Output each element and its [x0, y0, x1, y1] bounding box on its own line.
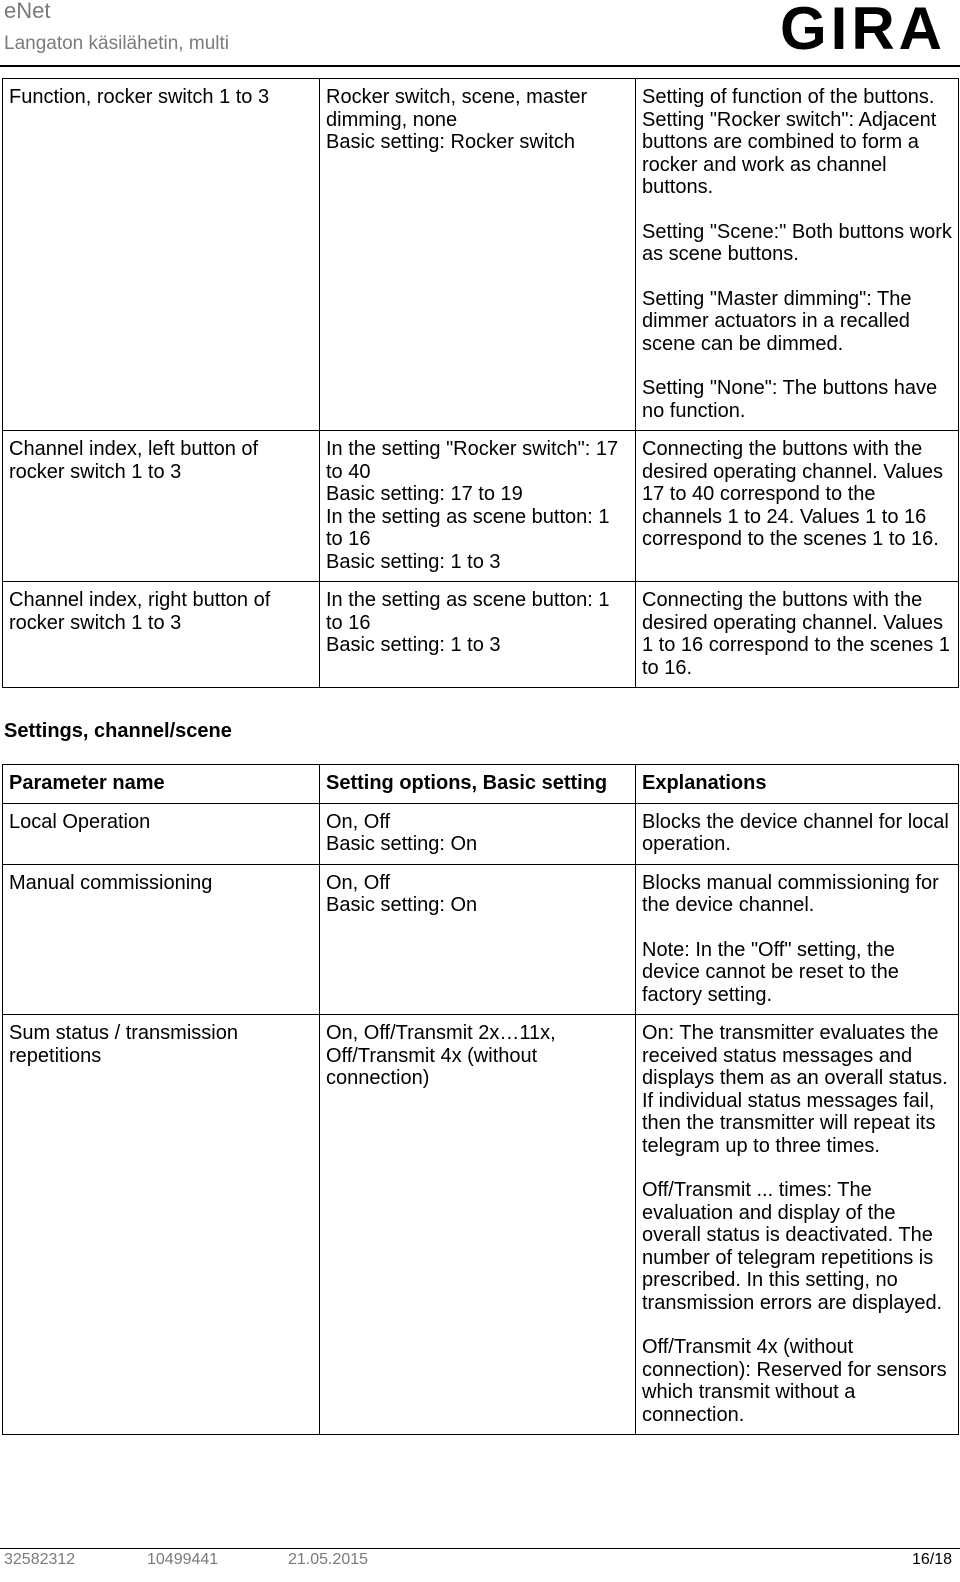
explanation-paragraph: Setting of function of the buttons. Setting "Rocker switch": Adjacent buttons are combined to form a rocker and work as channel buttons.: [642, 86, 937, 198]
option-line: Basic setting: 1 to 3: [326, 634, 501, 656]
function-parameter-table: [2, 78, 959, 688]
option-line: Basic setting: On: [326, 833, 478, 855]
parameter-name: Manual commissioning: [3, 864, 320, 1015]
option-line: On, Off: [326, 871, 391, 894]
document-title: eNet: [4, 0, 51, 23]
header-divider: [0, 65, 960, 67]
setting-options: [320, 1015, 636, 1435]
footer-document-number: 10499441: [147, 1551, 219, 1568]
explanation: [636, 79, 959, 431]
explanation-paragraph: Connecting the buttons with the desired operating channel. Values 1 to 16 correspond to the scenes 1 to 16.: [642, 589, 950, 679]
option-line: On, Off/Transmit 2x…11x, Off/Transmit 4x (without connection): [326, 1022, 556, 1089]
page-number: 16/18: [911, 1551, 952, 1568]
table-row: [3, 1015, 959, 1435]
column-header: Parameter name: [3, 765, 320, 804]
gira-logo: GIRA: [780, 0, 946, 62]
explanation-paragraph: Off/Transmit ... times: The evaluation and display of the overall status is deactivated. The number of telegram repetitions is prescribed. In this setting, no transmission errors are displayed.: [642, 1179, 943, 1314]
setting-options: [320, 431, 636, 582]
parameter-name: Sum status / transmission repetitions: [3, 1015, 320, 1435]
option-line: Basic setting: 17 to 19: [326, 483, 523, 505]
explanation-paragraph: Blocks manual commissioning for the device channel.: [642, 871, 939, 916]
table-header-row: [3, 765, 959, 804]
setting-options: [320, 864, 636, 1015]
setting-options: [320, 803, 636, 864]
parameter-name: Channel index, left button of rocker switch 1 to 3: [3, 431, 320, 582]
explanation-paragraph: On: The transmitter evaluates the received status messages and displays them as an overall status. If individual status messages fail, then the transmitter will repeat its telegram up to three times.: [642, 1022, 948, 1157]
footer-divider: [0, 1548, 960, 1549]
footer-order-number: 32582312: [4, 1551, 76, 1568]
explanation: [636, 803, 959, 864]
table-row: [3, 582, 959, 688]
option-line: Basic setting: 1 to 3: [326, 550, 501, 573]
table-row: [3, 431, 959, 582]
explanation-paragraph: Blocks the device channel for local operation.: [642, 810, 949, 855]
explanation-paragraph: Note: In the "Off" setting, the device cannot be reset to the factory setting.: [642, 938, 899, 1006]
explanation-paragraph: Off/Transmit 4x (without connection): Reserved for sensors which transmit without a connection.: [642, 1336, 947, 1426]
setting-options: [320, 582, 636, 688]
footer-date: 21.05.2015: [288, 1551, 369, 1568]
explanation-paragraph: Connecting the buttons with the desired operating channel. Values 17 to 40 correspond to the channels 1 to 24. Values 1 to 16 correspond to the scenes 1 to 16.: [642, 438, 943, 550]
column-header: Explanations: [636, 765, 959, 804]
parameter-name: Channel index, right button of rocker switch 1 to 3: [3, 582, 320, 688]
option-line: In the setting "Rocker switch": 17 to 40: [326, 438, 619, 483]
option-line: Basic setting: Rocker switch: [326, 131, 575, 153]
explanation: [636, 864, 959, 1015]
table-row: [3, 864, 959, 1015]
parameter-name: Function, rocker switch 1 to 3: [3, 79, 320, 431]
option-line: In the setting as scene button: 1 to 16: [326, 505, 610, 550]
option-line: Basic setting: On: [326, 894, 478, 916]
explanation-paragraph: Setting "None": The buttons have no function.: [642, 377, 938, 422]
table-row: [3, 79, 959, 431]
column-header: Setting options, Basic setting: [320, 765, 636, 804]
option-line: Rocker switch, scene, master dimming, none: [326, 86, 588, 131]
parameter-name: Local Operation: [3, 803, 320, 864]
option-line: On, Off: [326, 810, 391, 833]
explanation: [636, 582, 959, 688]
table-row: [3, 803, 959, 864]
channel-scene-settings-table: [2, 764, 959, 1435]
page-header: [0, 0, 960, 62]
setting-options: [320, 79, 636, 431]
option-line: In the setting as scene button: 1 to 16: [326, 589, 610, 634]
explanation: [636, 1015, 959, 1435]
section-title: Settings, channel/scene: [4, 720, 232, 742]
explanation-paragraph: Setting "Scene:" Both buttons work as scene buttons.: [642, 220, 952, 265]
document-subtitle: Langaton käsilähetin, multi: [4, 33, 229, 54]
explanation-paragraph: Setting "Master dimming": The dimmer actuators in a recalled scene can be dimmed.: [642, 287, 912, 355]
explanation: [636, 431, 959, 582]
